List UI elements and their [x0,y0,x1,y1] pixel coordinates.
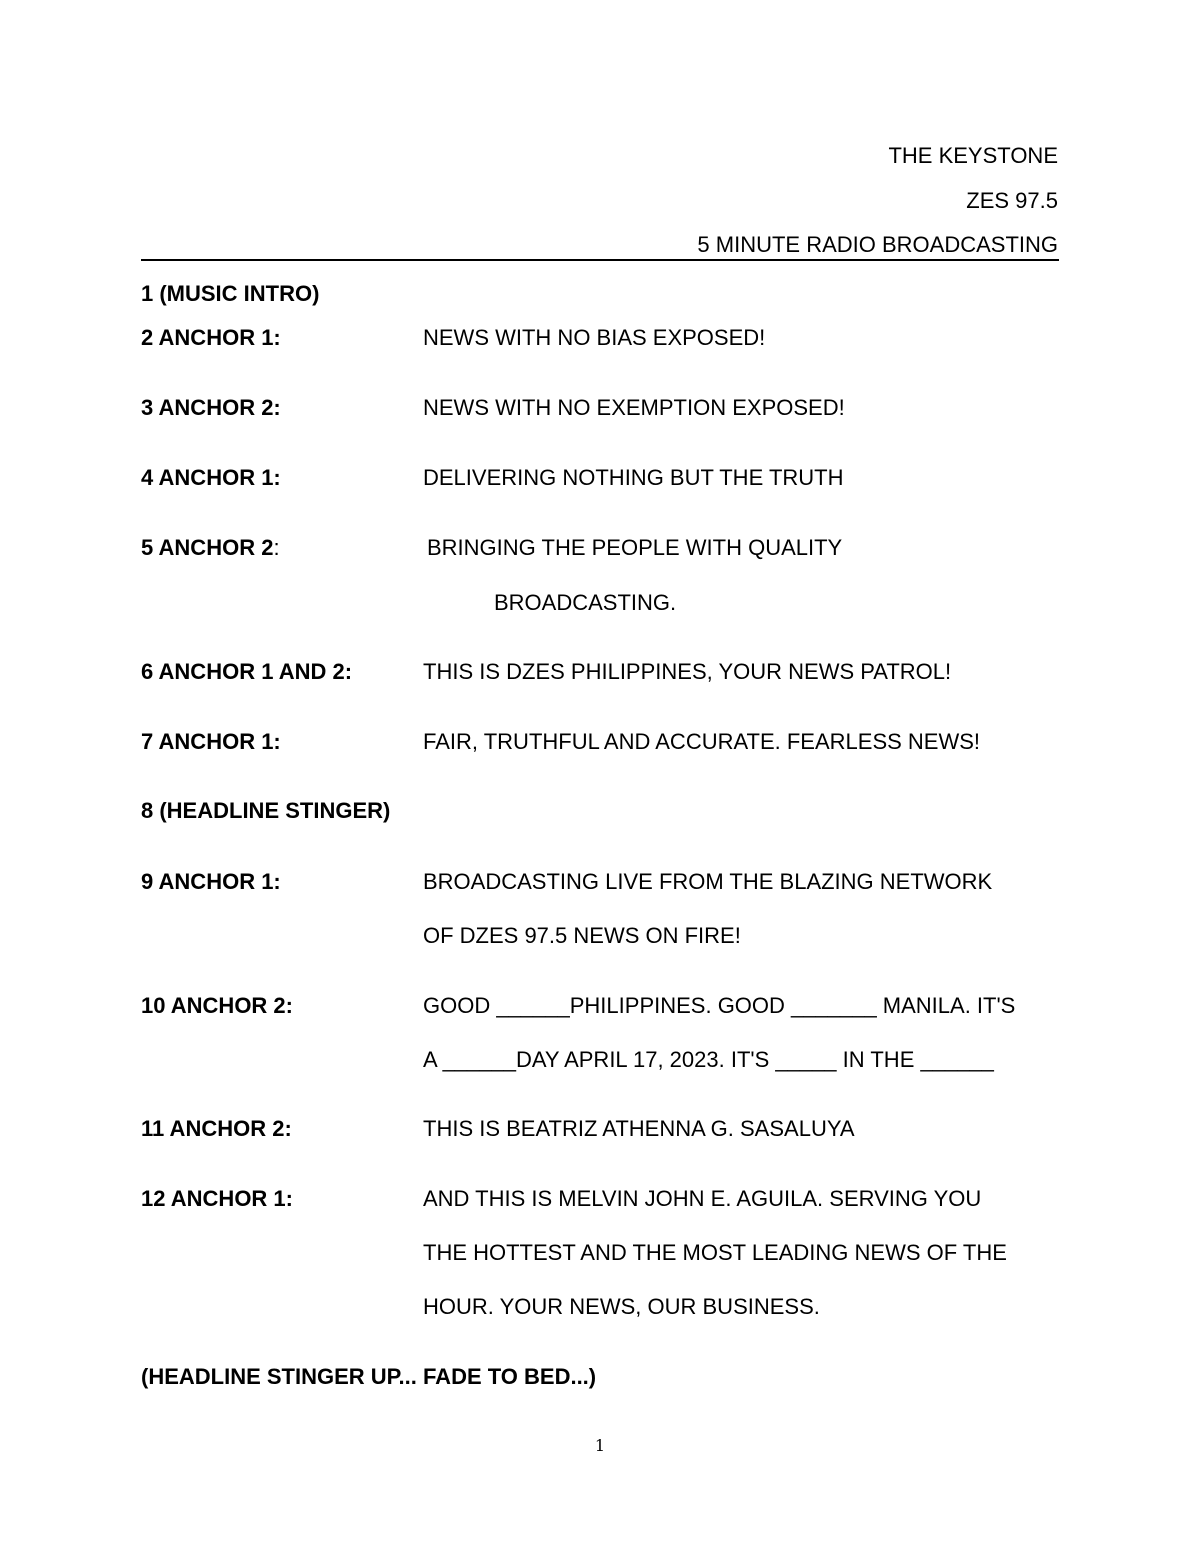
header-subtitle: 5 MINUTE RADIO BROADCASTING [697,232,1058,257]
speaker-label-colon: : [273,535,280,560]
cue-stinger-fade: (HEADLINE STINGER UP... FADE TO BED...) [141,1364,597,1389]
speaker-label-text: 5 ANCHOR 2 [141,535,274,560]
speaker-label: 10 ANCHOR 2: [141,993,293,1018]
line-text-continued: THE HOTTEST AND THE MOST LEADING NEWS OF THE [423,1240,1007,1265]
line-text: NEWS WITH NO BIAS EXPOSED! [423,325,766,350]
speaker-label: 11 ANCHOR 2: [141,1116,292,1141]
speaker-label [141,535,280,561]
speaker-label: 3 ANCHOR 2: [141,395,281,420]
line-text: GOOD ______PHILIPPINES. GOOD _______ MANILA. IT'S [423,993,1016,1018]
cue-headline-stinger: 8 (HEADLINE STINGER) [141,798,391,823]
header-station: ZES 97.5 [966,188,1058,213]
speaker-label: 7 ANCHOR 1: [141,729,281,754]
line-text: DELIVERING NOTHING BUT THE TRUTH [423,465,844,490]
cue-music-intro: 1 (MUSIC INTRO) [141,281,320,306]
line-text: BRINGING THE PEOPLE WITH QUALITY [427,535,843,560]
line-text: FAIR, TRUTHFUL AND ACCURATE. FEARLESS NEWS! [423,729,981,754]
line-text-continued: HOUR. YOUR NEWS, OUR BUSINESS. [423,1294,820,1319]
speaker-label: 2 ANCHOR 1: [141,325,281,350]
speaker-label: 9 ANCHOR 1: [141,869,281,894]
speaker-label: 6 ANCHOR 1 AND 2: [141,659,353,684]
line-text: THIS IS DZES PHILIPPINES, YOUR NEWS PATROL! [423,659,952,684]
speaker-label: 12 ANCHOR 1: [141,1186,293,1211]
line-text: BROADCASTING LIVE FROM THE BLAZING NETWORK [423,869,993,894]
header-title: THE KEYSTONE [888,143,1058,168]
line-text-continued: BROADCASTING. [494,590,677,615]
page-number: 1 [594,1436,606,1455]
speaker-label: 4 ANCHOR 1: [141,465,281,490]
line-text: NEWS WITH NO EXEMPTION EXPOSED! [423,395,845,420]
line-text-continued: A ______DAY APRIL 17, 2023. IT'S _____ IN THE ______ [423,1047,994,1072]
line-text: AND THIS IS MELVIN JOHN E. AGUILA. SERVING YOU [423,1186,982,1211]
line-text-continued: OF DZES 97.5 NEWS ON FIRE! [423,923,741,948]
header-divider [141,259,1059,261]
line-text: THIS IS BEATRIZ ATHENNA G. SASALUYA [423,1116,855,1141]
